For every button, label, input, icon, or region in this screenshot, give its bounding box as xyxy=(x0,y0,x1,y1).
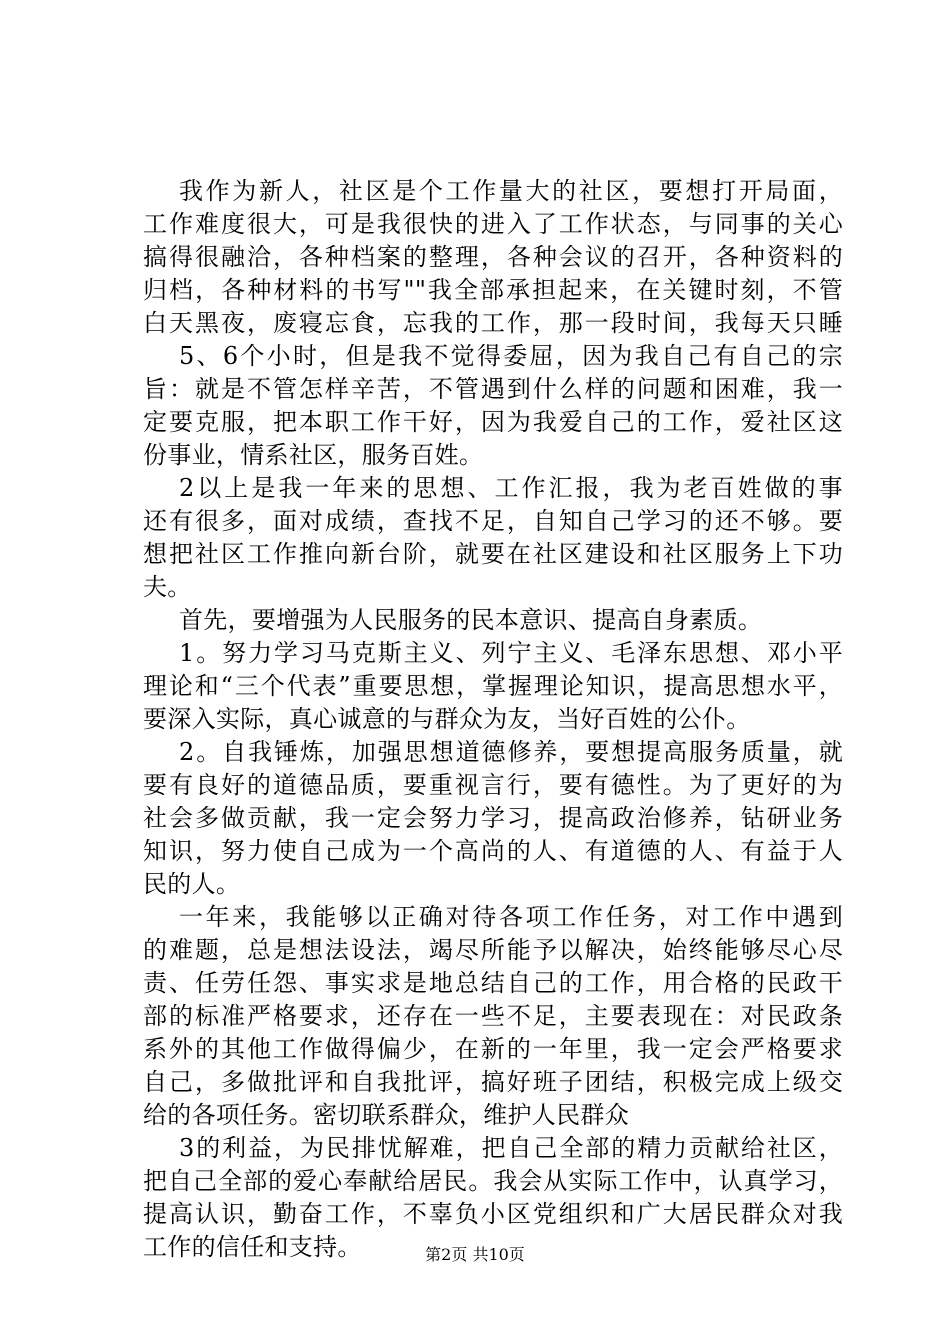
text-line: 2。自我锤炼，加强思想道德修养，要想提高服务质量，就 xyxy=(179,738,843,766)
text-line: 搞得很融洽，各种档案的整理，各种会议的召开，各种资料的 xyxy=(143,243,843,271)
text-line: 系外的其他工作做得偏少，在新的一年里，我一定会严格要求 xyxy=(143,1035,843,1063)
text-line: 首先，要增强为人民服务的民本意识、提高自身素质。 xyxy=(179,606,763,634)
text-line: 自己，多做批评和自我批评，搞好班子团结，积极完成上级交 xyxy=(143,1068,843,1096)
text-line: 归档，各种材料的书写""我全部承担起来，在关键时刻，不管 xyxy=(143,276,843,304)
text-line: 提高认识，勤奋工作，不辜负小区党组织和广大居民群众对我 xyxy=(143,1200,843,1228)
text-line: 定要克服，把本职工作干好，因为我爱自己的工作，爱社区这 xyxy=(143,408,843,436)
text-line: 工作难度很大，可是我很快的进入了工作状态，与同事的关心 xyxy=(143,210,843,238)
text-line: 给的各项任务。密切联系群众，维护人民群众 xyxy=(143,1101,629,1129)
text-line: 夫。 xyxy=(143,573,192,601)
text-line: 还有很多，面对成绩，查找不足，自知自己学习的还不够。要 xyxy=(143,507,843,535)
text-line: 白天黑夜，废寝忘食，忘我的工作，那一段时间，我每天只睡 xyxy=(143,309,843,337)
text-line: 3的利益，为民排忧解难，把自己全部的精力贡献给社区， xyxy=(179,1134,843,1162)
text-line: 1。努力学习马克斯主义、列宁主义、毛泽东思想、邓小平 xyxy=(179,639,843,667)
text-line: 部的标准严格要求，还存在一些不足，主要表现在：对民政条 xyxy=(143,1002,843,1030)
text-line: 知识，努力使自己成为一个高尚的人、有道德的人、有益于人 xyxy=(143,837,843,865)
text-line: 想把社区工作推向新台阶，就要在社区建设和社区服务上下功 xyxy=(143,540,843,568)
text-line: 要深入实际，真心诚意的与群众为友，当好百姓的公仆。 xyxy=(143,705,751,733)
text-line: 要有良好的道德品质，要重视言行，要有德性。为了更好的为 xyxy=(143,771,843,799)
page-number-footer: 第2页 共10页 xyxy=(425,1245,525,1264)
text-line: 旨：就是不管怎样辛苦，不管遇到什么样的问题和困难，我一 xyxy=(143,375,843,403)
document-body xyxy=(143,175,843,1264)
text-line: 一年来，我能够以正确对待各项工作任务，对工作中遇到 xyxy=(179,903,843,931)
text-line: 5、6个小时，但是我不觉得委屈，因为我自己有自己的宗 xyxy=(179,342,843,370)
text-line: 民的人。 xyxy=(143,870,241,898)
text-line: 份事业，情系社区，服务百姓。 xyxy=(143,441,484,469)
text-line: 社会多做贡献，我一定会努力学习，提高政治修养，钻研业务 xyxy=(143,804,843,832)
text-line: 2以上是我一年来的思想、工作汇报，我为老百姓做的事 xyxy=(179,474,843,502)
text-line: 把自己全部的爱心奉献给居民。我会从实际工作中，认真学习， xyxy=(143,1167,843,1195)
text-line: 责、任劳任怨、事实求是地总结自己的工作，用合格的民政干 xyxy=(143,969,843,997)
text-line: 的难题，总是想法设法，竭尽所能予以解决，始终能够尽心尽 xyxy=(143,936,843,964)
text-line: 理论和“三个代表”重要思想，掌握理论知识，提高思想水平， xyxy=(143,672,843,700)
text-line: 我作为新人，社区是个工作量大的社区，要想打开局面， xyxy=(179,177,843,205)
text-line: 工作的信任和支持。 xyxy=(143,1233,362,1261)
